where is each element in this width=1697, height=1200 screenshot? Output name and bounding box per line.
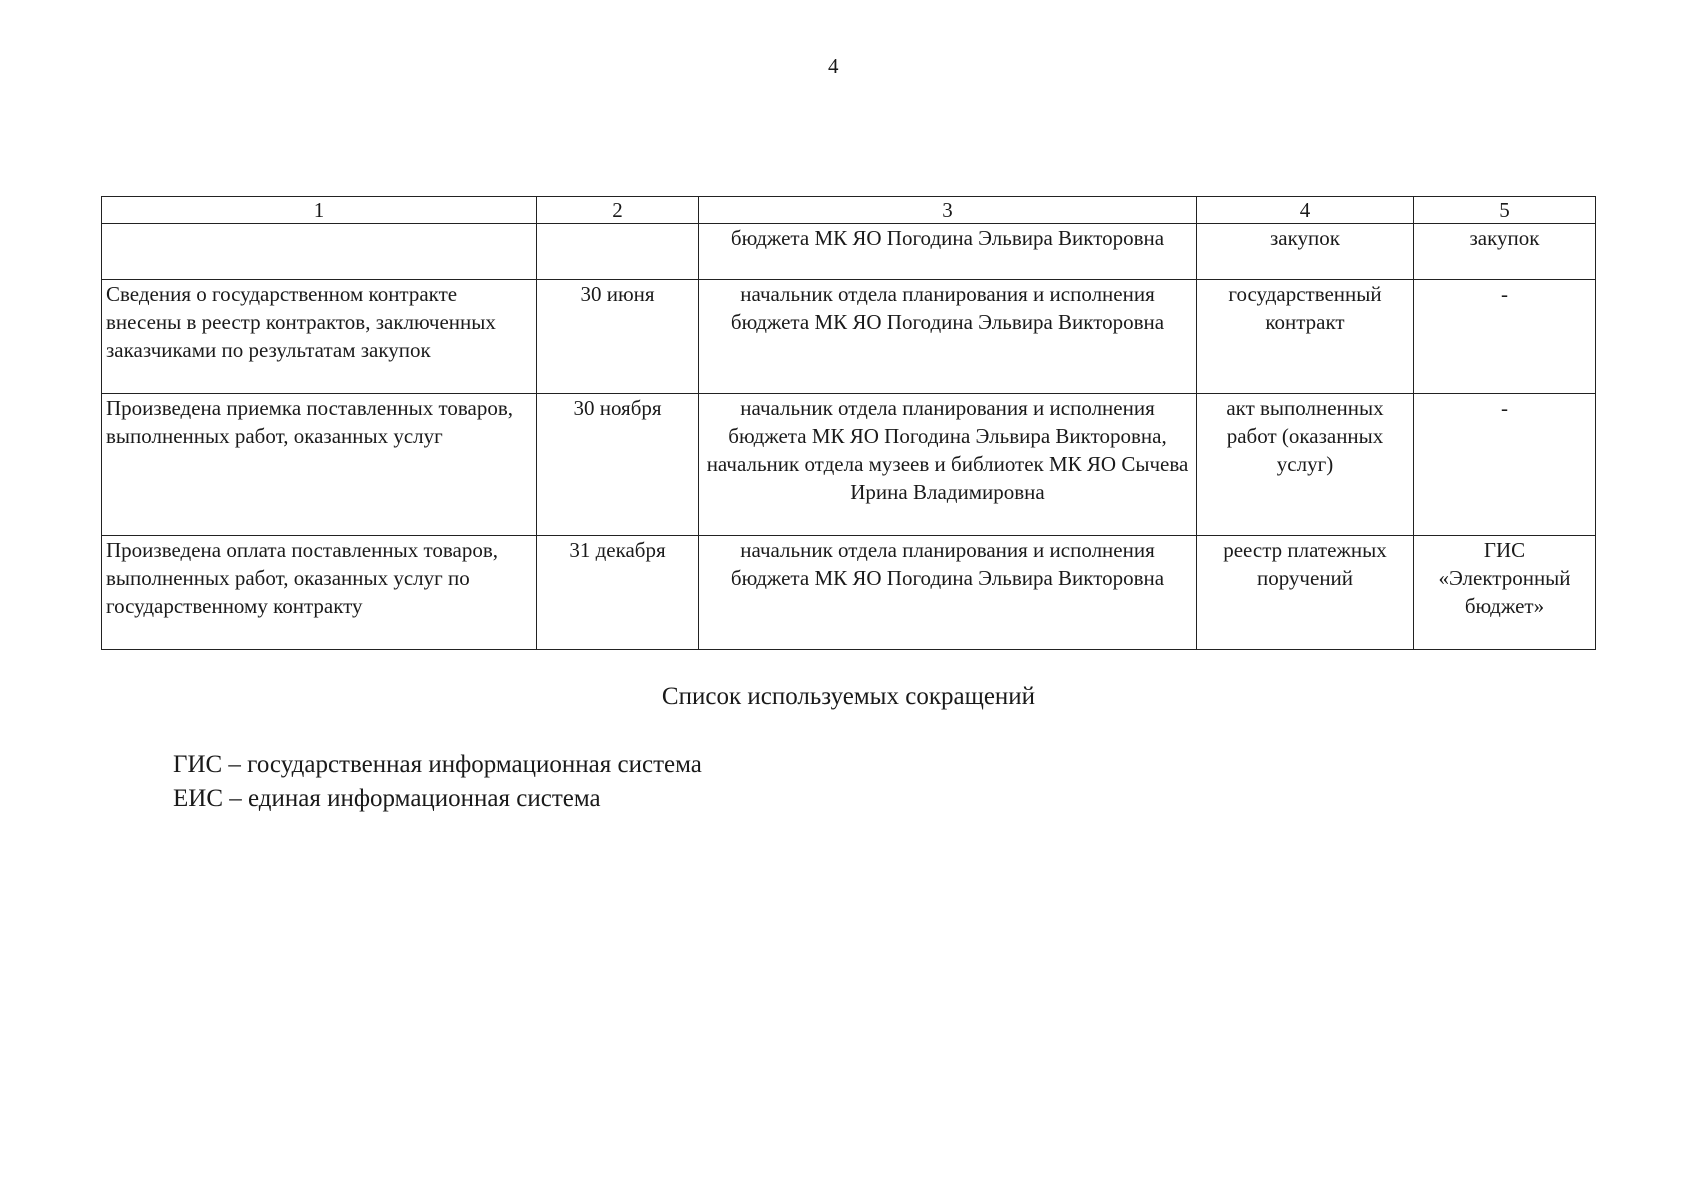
- column-number-3: 3: [699, 197, 1197, 224]
- deadline-cell: 31 декабря: [537, 536, 699, 650]
- document-cell: акт выполненных работ (оказанных услуг): [1197, 394, 1414, 536]
- table-header-row: [102, 197, 1596, 224]
- event-cell: Произведена приемка поставленных товаров, выполненных работ, оказанных услуг: [102, 394, 537, 536]
- responsible-cell: бюджета МК ЯО Погодина Эльвира Викторовна: [699, 224, 1197, 280]
- document-cell: реестр платежных поручений: [1197, 536, 1414, 650]
- column-number-4: 4: [1197, 197, 1414, 224]
- abbreviations-list: [173, 748, 702, 816]
- table-row: [102, 280, 1596, 394]
- event-cell: [102, 224, 537, 280]
- document-cell: государственный контракт: [1197, 280, 1414, 394]
- responsible-cell: начальник отдела планирования и исполнения бюджета МК ЯО Погодина Эльвира Викторовна: [699, 536, 1197, 650]
- abbreviations-title: Список используемых сокращений: [661, 683, 1036, 710]
- system-cell: -: [1414, 394, 1596, 536]
- system-cell: закупок: [1414, 224, 1596, 280]
- table-row: [102, 536, 1596, 650]
- deadline-cell: 30 ноября: [537, 394, 699, 536]
- column-number-1: 1: [102, 197, 537, 224]
- table-row: [102, 394, 1596, 536]
- abbreviation-item: ЕИС – единая информационная система: [173, 785, 601, 812]
- page-number: 4: [828, 54, 839, 78]
- deadline-cell: [537, 224, 699, 280]
- table-row: [102, 224, 1596, 280]
- column-number-2: 2: [537, 197, 699, 224]
- system-cell: ГИС «Электронный бюджет»: [1414, 536, 1596, 650]
- event-cell: Произведена оплата поставленных товаров, выполненных работ, оказанных услуг по государственному контракту: [102, 536, 537, 650]
- abbreviation-item: ГИС – государственная информационная система: [173, 751, 702, 778]
- responsible-cell: начальник отдела планирования и исполнения бюджета МК ЯО Погодина Эльвира Викторовна, начальник отдела музеев и библиотек МК ЯО Сычева Ирина Владимировна: [699, 394, 1197, 536]
- responsible-cell: начальник отдела планирования и исполнения бюджета МК ЯО Погодина Эльвира Викторовна: [699, 280, 1197, 394]
- deadline-cell: 30 июня: [537, 280, 699, 394]
- document-cell: закупок: [1197, 224, 1414, 280]
- event-cell: Сведения о государственном контракте внесены в реестр контрактов, заключенных заказчиками по результатам закупок: [102, 280, 537, 394]
- column-number-5: 5: [1414, 197, 1596, 224]
- system-cell: -: [1414, 280, 1596, 394]
- plan-table: [101, 196, 1596, 650]
